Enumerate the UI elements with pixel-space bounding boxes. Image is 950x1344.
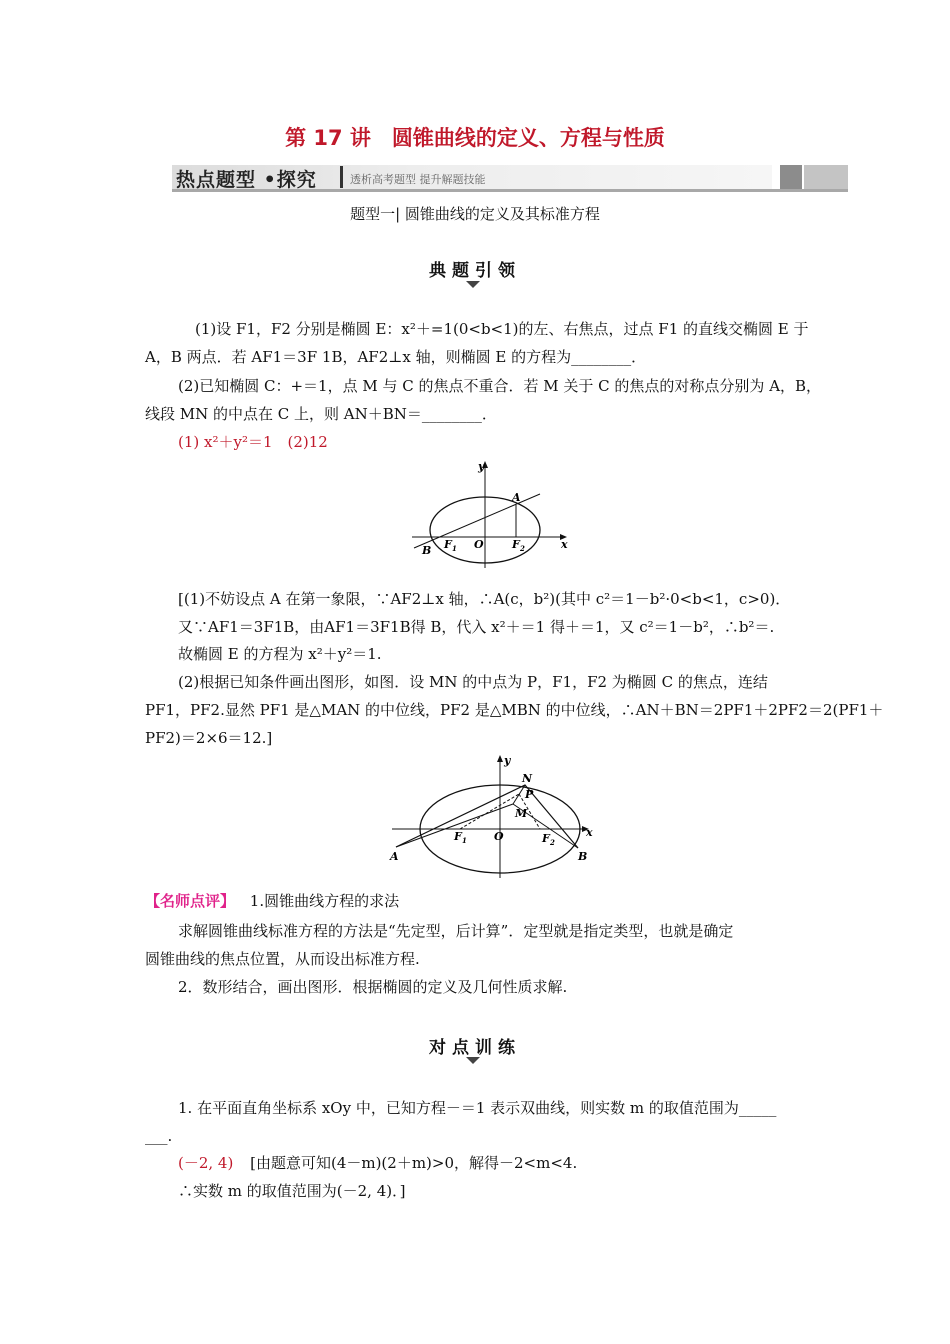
solution-line-1: [(1)不妨设点 A 在第一象限，∵AF2⊥x 轴，∴A(c，b²)(其中 c²＝1－b²·0<b<1，c>0)． <box>178 590 791 608</box>
banner-heading: 热点题型 •探究 <box>176 169 317 191</box>
solution-line-4: (2)根据已知条件画出图形，如图．设 MN 的中点为 P，F1，F2 为椭圆 C 的焦点，连结 <box>178 673 768 691</box>
y-axis-arrow <box>497 755 503 762</box>
label-y: y <box>504 754 511 767</box>
comment-line-2: 求解圆锥曲线标准方程的方法是“先定型，后计算”．定型就是指定类型，也就是确定 <box>178 922 734 940</box>
banner-separator <box>340 166 343 188</box>
practice-q1-answer: (－2, 4) <box>178 1154 234 1172</box>
solution-line-2: 又∵AF1＝3F1B，由AF1＝3F1B得 B，代入 x²＋＝1 得＋＝1，又 c²＝1－b²，∴b²＝. <box>178 618 775 636</box>
solution-line-5: PF1，PF2.显然 PF1 是△MAN 的中位线，PF2 是△MBN 的中位线，∴AN＋BN＝2PF1＋2PF2＝2(PF1＋ <box>145 701 884 719</box>
practice-q1-line-1: 1. 在平面直角坐标系 xOy 中，已知方程－＝1 表示双曲线，则实数 m 的取值范围为_____ <box>178 1099 777 1117</box>
figure-ellipse-2 <box>388 752 598 880</box>
label-F1-sub: 1 <box>452 544 457 553</box>
practice-q1-line-2: ___. <box>145 1127 173 1145</box>
practice-header-marker <box>466 1057 480 1064</box>
label-O: O <box>494 830 504 843</box>
practice-header: 对点训练 <box>429 1038 521 1058</box>
label-F2-sub: 2 <box>520 544 525 553</box>
label-F1-sub: 1 <box>462 836 467 845</box>
comment-tag: 【名师点评】 <box>145 892 236 910</box>
label-F2: F <box>512 538 520 551</box>
problem-2-line-1: (2)已知椭圆 C：+＝1，点 M 与 C 的焦点不重合．若 M 关于 C 的焦点的对称点分别为 A，B， <box>178 377 822 395</box>
practice-q1-solution-2: ∴实数 m 的取值范围为(－2, 4)．] <box>178 1182 406 1200</box>
section-banner <box>172 163 848 193</box>
label-F2-sub: 2 <box>550 838 555 847</box>
solution-line-3: 故椭圆 E 的方程为 x²＋y²＝1. <box>178 645 382 663</box>
label-x: x <box>586 826 593 839</box>
page-title: 第 17 讲 圆锥曲线的定义、方程与性质 <box>285 126 665 150</box>
label-P: P <box>525 788 534 801</box>
problem-1-line-2: A，B 两点．若 AF1＝3F 1B，AF2⊥x 轴，则椭圆 E 的方程为________． <box>145 348 647 366</box>
problem-1-line-1: (1)设 F1，F2 分别是椭圆 E：x²＋=1(0<b<1)的左、右焦点，过点 F1 的直线交椭圆 E 于 <box>195 320 809 338</box>
banner-block-dark <box>780 165 802 189</box>
label-F1: F <box>454 830 462 843</box>
comment-point-1-title: 1.圆锥曲线方程的求法 <box>249 892 400 910</box>
comment-line-1 <box>145 891 805 911</box>
label-x: x <box>561 538 568 551</box>
label-B: B <box>422 544 432 557</box>
banner-subtitle: 透析高考题型 提升解题技能 <box>350 173 486 186</box>
label-M: M <box>515 807 528 820</box>
practice-q1-solution <box>178 1153 838 1173</box>
comment-line-4: 2．数形结合，画出图形．根据椭圆的定义及几何性质求解. <box>178 978 568 996</box>
example-header: 典题引领 <box>429 261 521 281</box>
label-y: y <box>478 460 485 473</box>
label-F1: F <box>444 538 452 551</box>
problem-answer: (1) x²＋y²＝1 (2)12 <box>178 433 328 451</box>
problem-2-line-2: 线段 MN 的中点在 C 上，则 AN＋BN＝________． <box>145 405 497 423</box>
comment-line-3: 圆锥曲线的焦点位置，从而设出标准方程. <box>145 950 420 968</box>
label-A: A <box>512 491 521 504</box>
label-A: A <box>390 850 399 863</box>
figure-ellipse-1 <box>400 458 575 573</box>
practice-q1-solution-text: [由题意可知(4－m)(2＋m)>0，解得－2<m<4. <box>250 1154 578 1172</box>
section-title: 题型一| 圆锥曲线的定义及其标准方程 <box>350 205 600 223</box>
label-O: O <box>474 538 484 551</box>
solution-line-6: PF2)＝2×6＝12.] <box>145 729 273 747</box>
label-F2: F <box>542 832 550 845</box>
label-N: N <box>522 772 533 785</box>
label-B: B <box>578 850 588 863</box>
example-header-marker <box>466 281 480 288</box>
banner-block-light <box>804 165 848 189</box>
